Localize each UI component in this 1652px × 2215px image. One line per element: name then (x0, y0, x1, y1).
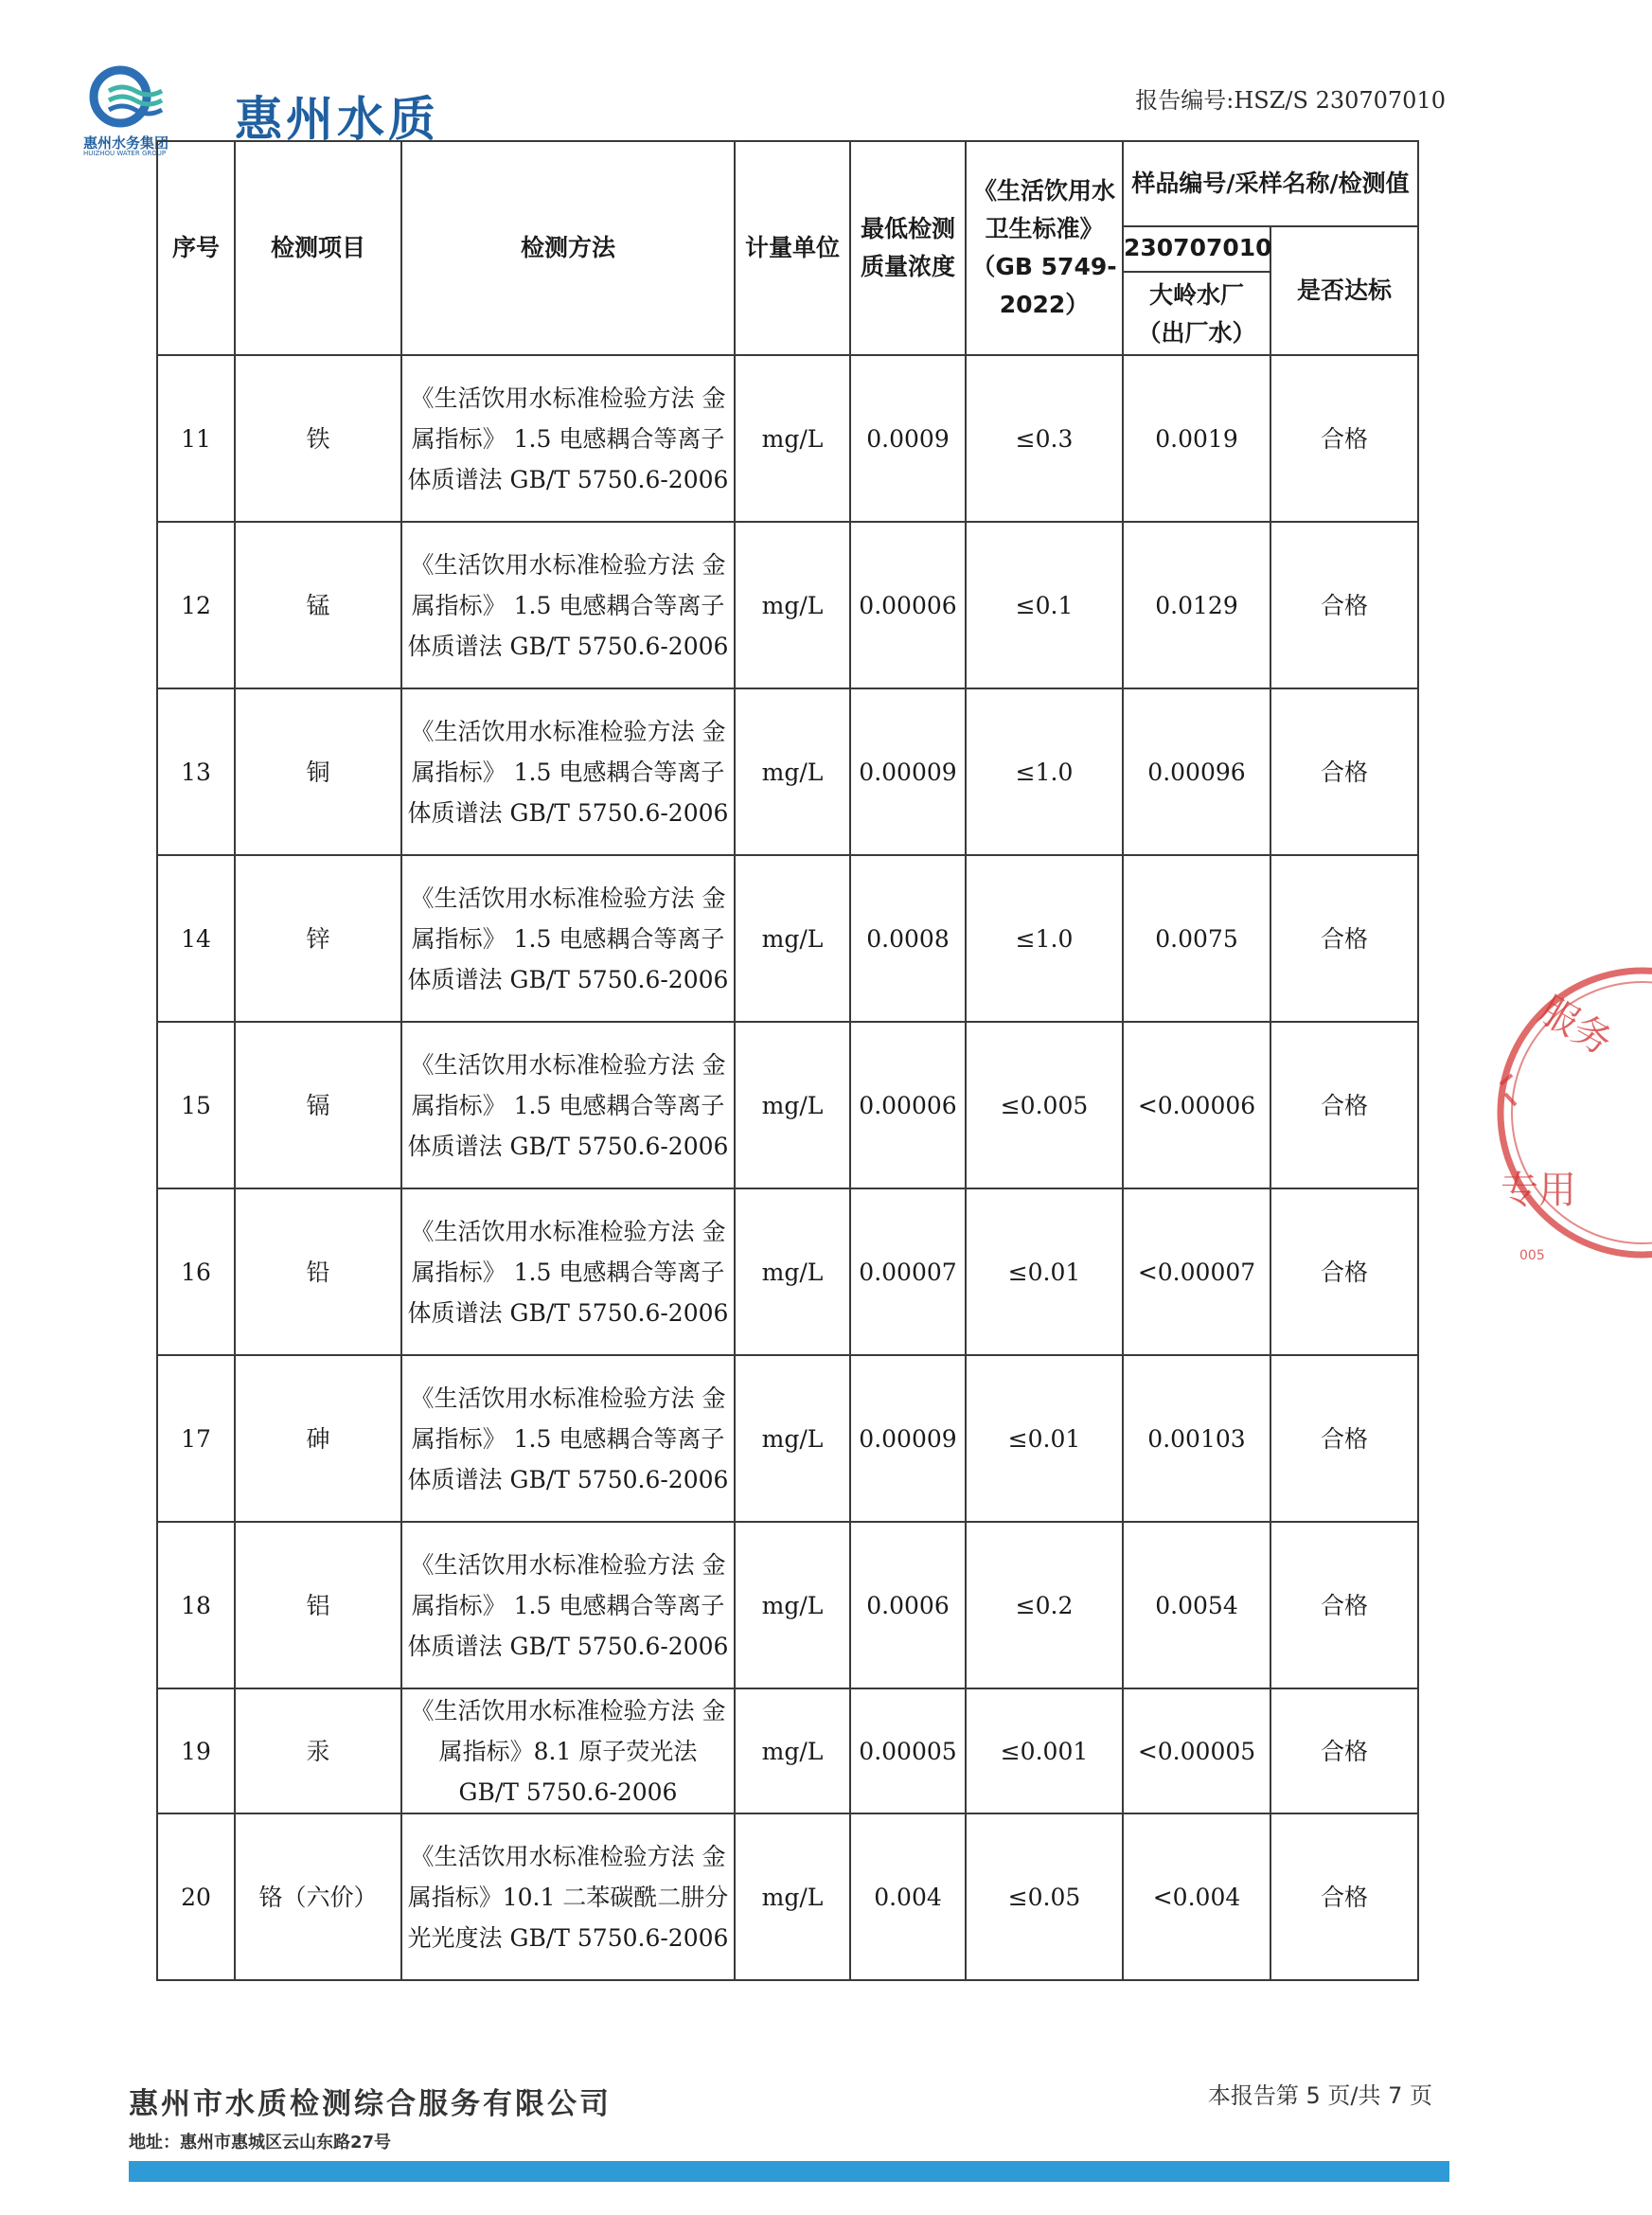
cell-seq: 14 (157, 855, 235, 1022)
cell-method: 《生活饮用水标准检验方法 金属指标》 1.5 电感耦合等离子体质谱法 GB/T 5750.6-2006 (401, 522, 735, 688)
table-row (157, 1022, 1418, 1188)
cell-value: 0.0129 (1123, 522, 1270, 688)
cell-method: 《生活饮用水标准检验方法 金属指标》 1.5 电感耦合等离子体质谱法 GB/T 5750.6-2006 (401, 1188, 735, 1355)
cell-result: 合格 (1270, 1688, 1418, 1813)
cell-limit: ≤1.0 (966, 688, 1123, 855)
cell-limit: ≤1.0 (966, 855, 1123, 1022)
cell-value: 0.00096 (1123, 688, 1270, 855)
cell-item: 锰 (235, 522, 401, 688)
header-seq: 序号 (157, 141, 235, 355)
cell-seq: 19 (157, 1688, 235, 1813)
cell-result: 合格 (1270, 1188, 1418, 1355)
cell-method: 《生活饮用水标准检验方法 金属指标》 1.5 电感耦合等离子体质谱法 GB/T 5750.6-2006 (401, 1355, 735, 1522)
cell-value: 0.0054 (1123, 1522, 1270, 1688)
cell-min: 0.0009 (850, 355, 966, 522)
cell-seq: 17 (157, 1355, 235, 1522)
cell-item: 锌 (235, 855, 401, 1022)
cell-seq: 13 (157, 688, 235, 855)
table-row (157, 688, 1418, 855)
cell-unit: mg/L (735, 688, 850, 855)
header-method: 检测方法 (401, 141, 735, 355)
table-row (157, 855, 1418, 1022)
cell-unit: mg/L (735, 522, 850, 688)
footer-address: 地址：惠州市惠城区云山东路27号 (129, 2133, 392, 2152)
cell-min: 0.004 (850, 1813, 966, 1980)
header-compliance: 是否达标 (1270, 226, 1418, 355)
cell-item: 铝 (235, 1522, 401, 1688)
header-standard: 《生活饮用水卫生标准》（GB 5749-2022） (966, 141, 1123, 355)
logo-caption: 惠州水务集团 (83, 134, 169, 152)
cell-method: 《生活饮用水标准检验方法 金属指标》10.1 二苯碳酰二肼分光光度法 GB/T 5750.6-2006 (401, 1813, 735, 1980)
cell-unit: mg/L (735, 1022, 850, 1188)
cell-unit: mg/L (735, 855, 850, 1022)
report-number: 报告编号:HSZ/S 230707010 (1135, 87, 1446, 114)
cell-item: 砷 (235, 1355, 401, 1522)
header-item: 检测项目 (235, 141, 401, 355)
cell-value: 0.0019 (1123, 355, 1270, 522)
cell-method: 《生活饮用水标准检验方法 金属指标》 1.5 电感耦合等离子体质谱法 GB/T 5750.6-2006 (401, 688, 735, 855)
header-sample-id: 230707010 (1124, 229, 1270, 273)
header-sample-group: 样品编号/采样名称/检测值 (1123, 141, 1418, 226)
cell-seq: 16 (157, 1188, 235, 1355)
cell-seq: 15 (157, 1022, 235, 1188)
cell-value: <0.00005 (1123, 1688, 1270, 1813)
cell-item: 镉 (235, 1022, 401, 1188)
table-row (157, 1688, 1418, 1813)
cell-limit: ≤0.2 (966, 1522, 1123, 1688)
cell-limit: ≤0.3 (966, 355, 1123, 522)
table-row (157, 1813, 1418, 1980)
cell-unit: mg/L (735, 1188, 850, 1355)
table-row (157, 522, 1418, 688)
svg-text:服务: 服务 (1532, 988, 1620, 1064)
cell-min: 0.00009 (850, 1355, 966, 1522)
footer-bar (129, 2161, 1449, 2182)
cell-result: 合格 (1270, 522, 1418, 688)
cell-limit: ≤0.01 (966, 1355, 1123, 1522)
cell-seq: 11 (157, 355, 235, 522)
cell-value: 0.00103 (1123, 1355, 1270, 1522)
cell-method: 《生活饮用水标准检验方法 金属指标》 1.5 电感耦合等离子体质谱法 GB/T 5750.6-2006 (401, 855, 735, 1022)
cell-limit: ≤0.05 (966, 1813, 1123, 1980)
cell-seq: 20 (157, 1813, 235, 1980)
cell-value: <0.00007 (1123, 1188, 1270, 1355)
cell-limit: ≤0.01 (966, 1188, 1123, 1355)
cell-value: <0.004 (1123, 1813, 1270, 1980)
cell-result: 合格 (1270, 1522, 1418, 1688)
cell-min: 0.0006 (850, 1522, 966, 1688)
cell-limit: ≤0.005 (966, 1022, 1123, 1188)
cell-unit: mg/L (735, 1522, 850, 1688)
table-row (157, 1522, 1418, 1688)
cell-item: 铜 (235, 688, 401, 855)
cell-min: 0.0008 (850, 855, 966, 1022)
header-unit: 计量单位 (735, 141, 850, 355)
cell-unit: mg/L (735, 1813, 850, 1980)
cell-result: 合格 (1270, 1355, 1418, 1522)
cell-limit: ≤0.1 (966, 522, 1123, 688)
cell-min: 0.00005 (850, 1688, 966, 1813)
page-info: 本报告第 5 页/共 7 页 (1207, 2082, 1432, 2109)
cell-method: 《生活饮用水标准检验方法 金属指标》 1.5 电感耦合等离子体质谱法 GB/T 5750.6-2006 (401, 1022, 735, 1188)
cell-item: 铬（六价） (235, 1813, 401, 1980)
cell-item: 铅 (235, 1188, 401, 1355)
cell-min: 0.00006 (850, 1022, 966, 1188)
cell-method: 《生活饮用水标准检验方法 金属指标》 1.5 电感耦合等离子体质谱法 GB/T 5750.6-2006 (401, 355, 735, 522)
cell-seq: 18 (157, 1522, 235, 1688)
cell-method: 《生活饮用水标准检验方法 金属指标》8.1 原子荧光法 GB/T 5750.6-2006 (401, 1688, 735, 1813)
cell-unit: mg/L (735, 1355, 850, 1522)
results-table (156, 140, 1419, 1981)
cell-min: 0.00007 (850, 1188, 966, 1355)
cell-min: 0.00006 (850, 522, 966, 688)
cell-result: 合格 (1270, 688, 1418, 855)
table-row (157, 1355, 1418, 1522)
cell-result: 合格 (1270, 355, 1418, 522)
cell-min: 0.00009 (850, 688, 966, 855)
cell-unit: mg/L (735, 1688, 850, 1813)
cell-result: 合格 (1270, 1813, 1418, 1980)
cell-limit: ≤0.001 (966, 1688, 1123, 1813)
cell-seq: 12 (157, 522, 235, 688)
cell-item: 铁 (235, 355, 401, 522)
brand-name: 惠州水质 (235, 92, 439, 147)
cell-value: 0.0075 (1123, 855, 1270, 1022)
table-row (157, 355, 1418, 522)
table-row (157, 1188, 1418, 1355)
footer-company: 惠州市水质检测综合服务有限公司 (129, 2087, 612, 2121)
cell-value: <0.00006 (1123, 1022, 1270, 1188)
logo-caption-en: HUIZHOU WATER GROUP (83, 150, 167, 157)
header-min-conc: 最低检测质量浓度 (850, 141, 966, 355)
red-seal-stamp-icon (1482, 942, 1652, 1283)
cell-method: 《生活饮用水标准检验方法 金属指标》 1.5 电感耦合等离子体质谱法 GB/T 5750.6-2006 (401, 1522, 735, 1688)
header-sample-cell (1123, 226, 1270, 355)
cell-item: 汞 (235, 1688, 401, 1813)
cell-unit: mg/L (735, 355, 850, 522)
cell-result: 合格 (1270, 855, 1418, 1022)
header-sample-name: 大岭水厂（出厂水） (1137, 281, 1256, 347)
svg-text:005: 005 (1519, 1248, 1545, 1263)
cell-result: 合格 (1270, 1022, 1418, 1188)
svg-text:专用: 专用 (1501, 1169, 1576, 1212)
